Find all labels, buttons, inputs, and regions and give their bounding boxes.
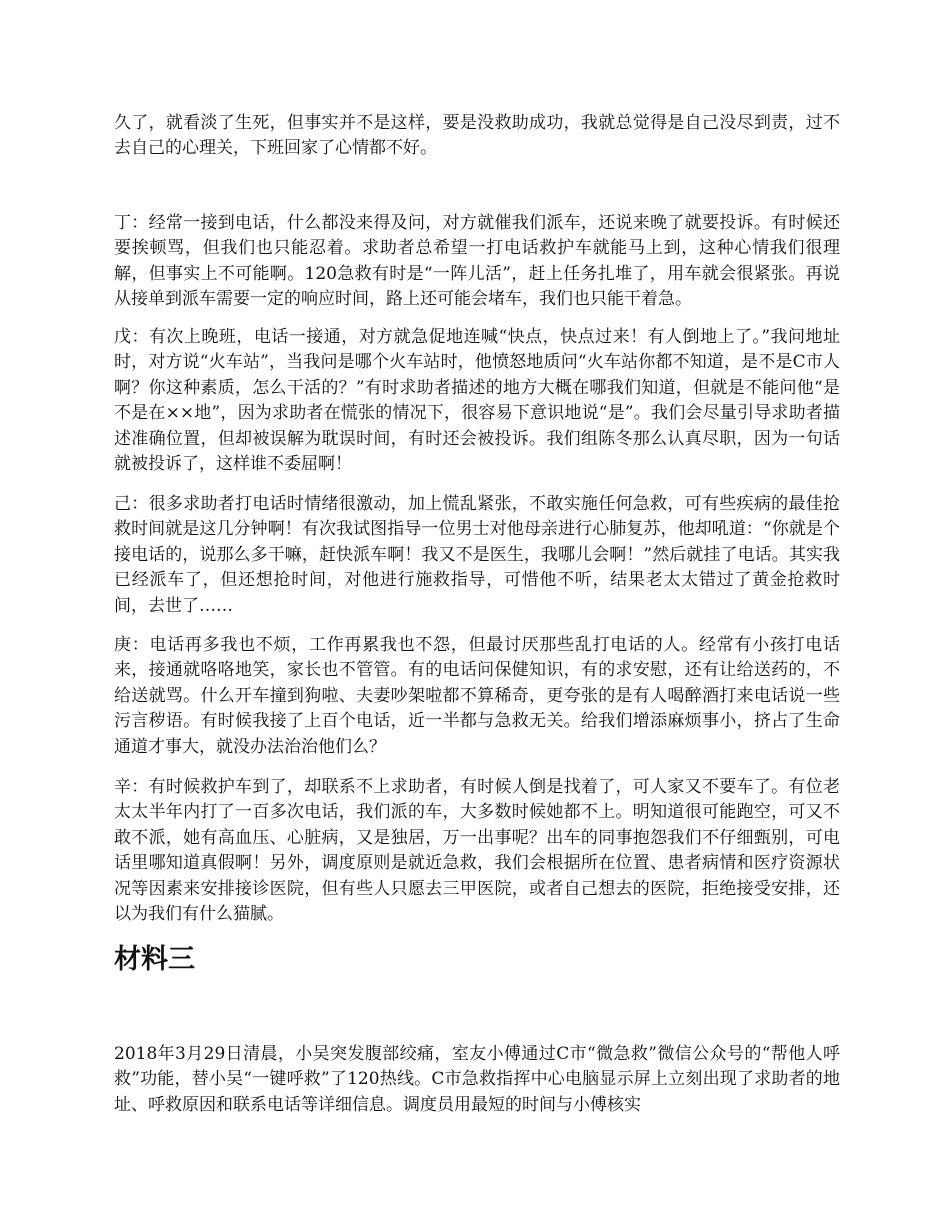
paragraph-ding: 丁：经常一接到电话，什么都没来得及问，对方就催我们派车，还说来晚了就要投诉。有时候还要挨顿骂，但我们也只能忍着。求助者总希望一打电话救护车就能马上到，这种心情我们很理解，但事实上不可能啊。120急救有时是“一阵儿活”，赶上任务扎堆了，用车就会很紧张。再说从接单到派车需要一定的响应时间，路上还可能会堵车，我们也只能干着急。 <box>114 213 840 310</box>
paragraph-geng: 庚：电话再多我也不烦，工作再累我也不怨，但最讨厌那些乱打电话的人。经常有小孩打电话来，接通就咯咯地笑，家长也不管管。有的电话问保健知识，有的求安慰，还有让给送药的，不给送就骂。什么开车撞到狗啦、夫妻吵架啦都不算稀奇，更夸张的是有人喝醉酒打来电话说一些污言秽语。有时候我接了上百个电话，近一半都与急救无关。给我们增添麻烦事小，挤占了生命通道才事大，就没办法治治他们么？ <box>114 635 840 757</box>
section-heading-material-three: 材料三 <box>114 944 195 975</box>
paragraph-wu: 戊：有次上晚班，电话一接通，对方就急促地连喊“快点，快点过来！有人倒地上了。”我问地址时，对方说“火车站”，当我问是哪个火车站时，他愤怒地质问“火车站你都不知道，是不是C市人啊？你这种素质，怎么干活的？”有时求助者描述的地方大概在哪我们知道，但就是不能问他“是不是在××地”，因为求助者在慌张的情况下，很容易下意识地说“是”。我们会尽量引导求助者描述准确位置，但却被误解为耽误时间，有时还会被投诉。我们组陈冬那么认真尽职，因为一句话就被投诉了，这样谁不委屈啊！ <box>114 327 840 475</box>
paragraph-material-three-intro: 2018年3月29日清晨，小吴突发腹部绞痛，室友小傅通过C市“微急救”微信公众号的“帮他人呼救”功能，替小吴“一键呼救”了120热线。C市急救指挥中心电脑显示屏上立刻出现了求助者的地址、呼救原因和联系电话等详细信息。调度员用最短的时间与小傅核实 <box>114 1044 840 1115</box>
paragraph-ji: 己：很多求助者打电话时情绪很激动，加上慌乱紧张，不敢实施任何急救，可有些疾病的最佳抢救时间就是这几分钟啊！有次我试图指导一位男士对他母亲进行心肺复苏，他却吼道：“你就是个接电话的，说那么多干嘛，赶快派车啊！我又不是医生，我哪儿会啊！”然后就挂了电话。其实我已经派车了，但还想抢时间，对他进行施救指导，可惜他不听，结果老太太错过了黄金抢救时间，去世了…… <box>114 494 840 616</box>
paragraph-continuation: 久了，就看淡了生死，但事实并不是这样，要是没救助成功，我就总觉得是自己没尽到责，过不去自己的心理关，下班回家了心情都不好。 <box>114 113 840 159</box>
paragraph-xin: 辛：有时候救护车到了，却联系不上求助者，有时候人倒是找着了，可人家又不要车了。有位老太太半年内打了一百多次电话，我们派的车，大多数时候她都不上。明知道很可能跑空，可又不敢不派，她有高血压、心脏病，又是独居，万一出事呢？出车的同事抱怨我们不仔细甄别，可电话里哪知道真假啊！另外，调度原则是就近急救，我们会根据所在位置、患者病情和医疗资源状况等因素来安排接诊医院，但有些人只愿去三甲医院，或者自己想去的医院，拒绝接受安排，还以为我们有什么猫腻。 <box>114 777 840 925</box>
